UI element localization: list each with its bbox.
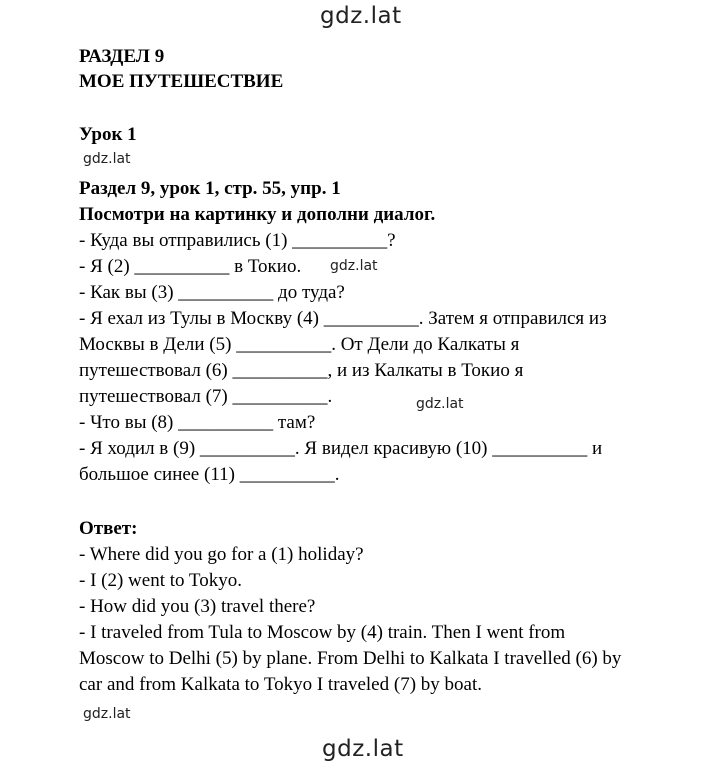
exercise-line-2: - Я (2) __________ в Токио. bbox=[79, 256, 302, 277]
watermark-1: gdz.lat bbox=[83, 151, 131, 167]
answer-line-2: - I (2) went to Tokyo. bbox=[79, 570, 242, 591]
exercise-line-1: - Куда вы отправились (1) __________? bbox=[79, 230, 396, 251]
exercise-line-6: путешествовал (6) __________, и из Калкаты в Токио я bbox=[79, 360, 524, 381]
exercise-task: Посмотри на картинку и дополни диалог. bbox=[79, 204, 436, 225]
exercise-line-10: большое синее (11) __________. bbox=[79, 464, 340, 485]
section-number: РАЗДЕЛ 9 bbox=[79, 46, 165, 67]
exercise-line-5: Москвы в Дели (5) __________. От Дели до Калкаты я bbox=[79, 334, 520, 355]
answer-line-5: Moscow to Delhi (5) by plane. From Delhi to Kalkata I travelled (6) by bbox=[79, 648, 622, 669]
watermark-4: gdz.lat bbox=[83, 706, 131, 722]
watermark-3: gdz.lat bbox=[416, 396, 464, 412]
answer-line-6: car and from Kalkata to Tokyo I traveled (7) by boat. bbox=[79, 674, 482, 695]
answer-heading: Ответ: bbox=[79, 518, 138, 539]
watermark-bottom: gdz.lat bbox=[322, 736, 404, 762]
watermark-2: gdz.lat bbox=[330, 258, 378, 274]
exercise-line-3: - Как вы (3) __________ до туда? bbox=[79, 282, 345, 303]
exercise-line-9: - Я ходил в (9) __________. Я видел красивую (10) __________ и bbox=[79, 438, 603, 459]
answer-line-3: - How did you (3) travel there? bbox=[79, 596, 316, 617]
exercise-line-4: - Я ехал из Тулы в Москву (4) __________. Затем я отправился из bbox=[79, 308, 607, 329]
lesson-title: Урок 1 bbox=[79, 124, 137, 145]
section-title: МОЕ ПУТЕШЕСТВИЕ bbox=[79, 71, 284, 92]
exercise-ref: Раздел 9, урок 1, стр. 55, упр. 1 bbox=[79, 178, 341, 199]
answer-line-1: - Where did you go for a (1) holiday? bbox=[79, 544, 364, 565]
watermark-top: gdz.lat bbox=[320, 3, 402, 29]
exercise-line-8: - Что вы (8) __________ там? bbox=[79, 412, 316, 433]
answer-line-4: - I traveled from Tula to Moscow by (4) train. Then I went from bbox=[79, 622, 566, 643]
exercise-line-7: путешествовал (7) __________. bbox=[79, 386, 333, 407]
